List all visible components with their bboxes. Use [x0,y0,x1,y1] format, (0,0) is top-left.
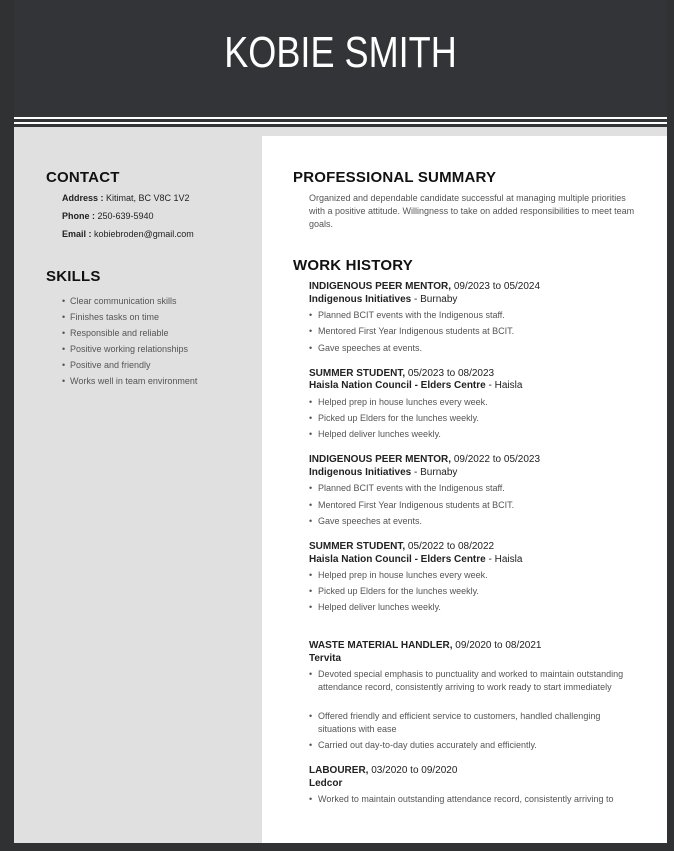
job-title-line [309,541,494,552]
job-bullet: • Planned BCIT events with the Indigenous staff. [309,483,505,493]
resume-page [14,0,667,843]
job-org: Haisla Nation Council - Elders Centre [309,554,486,565]
job-bullet: • Helped prep in house lunches every week. [309,570,488,580]
job-title: INDIGENOUS PEER MENTOR, [309,281,452,292]
phone-label: Phone : [62,211,95,221]
summary-text: Organized and dependable candidate successful at managing multiple priorities with a positive attitude. Willingness to take on added responsibilities to meet team goals. [309,193,635,229]
job-title-line [309,454,540,465]
job-bullet: • Planned BCIT events with the Indigenous staff. [309,310,505,320]
job-title-line [309,281,540,292]
job-title: INDIGENOUS PEER MENTOR, [309,454,452,465]
job-title: LABOURER, [309,765,369,776]
job-location: - Burnaby [414,294,458,305]
job-location: - Haisla [488,380,523,391]
job-bullet: • Carried out day-to-day duties accurately and efficiently. [309,740,537,750]
skills-heading: SKILLS [46,268,101,285]
contact-address [62,193,190,203]
job-bullet: • Picked up Elders for the lunches weekly. [309,413,479,423]
job-title: WASTE MATERIAL HANDLER, [309,640,453,651]
job-bullet: • Mentored First Year Indigenous students at BCIT. [309,500,515,510]
job-location: - Burnaby [414,467,458,478]
contact-email [62,229,194,239]
phone-value[interactable]: 250-639-5940 [97,211,154,221]
job-dates: 09/2023 to 05/2024 [453,281,541,292]
skill-item: • Works well in team environment [62,376,198,386]
skill-item: • Clear communication skills [62,296,177,306]
email-value[interactable]: kobiebroden@gmail.com [94,229,194,239]
job-bullet: • Devoted special emphasis to punctuality and worked to maintain outstanding attendance record, consistently arriving to work ready to start immediately [309,669,624,692]
job-org: Haisla Nation Council - Elders Centre [309,380,486,391]
job-bullet: • Helped deliver lunches weekly. [309,602,441,612]
job-org: Ledcor [309,778,343,789]
job-bullet: • Worked to maintain outstanding attendance record, consistently arriving to [309,794,614,804]
address-value: Kitimat, BC V8C 1V2 [106,193,190,203]
candidate-name: KOBIE SMITH [224,28,457,77]
skill-item: • Positive and friendly [62,360,151,370]
job-bullet: • Gave speeches at events. [309,343,423,353]
job-bullet: • Offered friendly and efficient service to customers, handled challenging situations with ease [309,711,601,734]
skill-item: • Positive working relationships [62,344,189,354]
job-title-line [309,765,457,776]
work-history-heading: WORK HISTORY [293,257,413,274]
job-org-line [309,778,342,789]
job-dates: 05/2022 to 08/2022 [407,541,495,552]
summary-heading: PROFESSIONAL SUMMARY [293,169,497,186]
job-dates: 09/2022 to 05/2023 [453,454,541,465]
job-org: Indigenous Initiatives [309,294,412,305]
job-bullet: • Picked up Elders for the lunches weekly. [309,586,479,596]
job-title: SUMMER STUDENT, [309,368,406,379]
job-org: Tervita [309,653,342,664]
job-location: - Haisla [488,554,523,565]
job-dates: 05/2023 to 08/2023 [407,368,495,379]
job-org-line [309,380,522,391]
header-rule-top [14,119,667,122]
top-grey-strip [262,127,667,136]
job-org-line [309,294,457,305]
job-org-line [309,653,341,664]
job-title-line [309,368,494,379]
skill-item: • Finishes tasks on time [62,312,160,322]
job-dates: 03/2020 to 09/2020 [371,765,458,776]
contact-phone [62,211,154,221]
job-org: Indigenous Initiatives [309,467,412,478]
contact-heading: CONTACT [46,169,120,186]
skill-item: • Responsible and reliable [62,328,169,338]
email-label: Email : [62,229,92,239]
job-dates: 09/2020 to 08/2021 [455,640,542,651]
job-bullet: • Mentored First Year Indigenous students at BCIT. [309,326,515,336]
job-title: SUMMER STUDENT, [309,541,406,552]
address-label: Address : [62,193,104,203]
job-org-line [309,467,457,478]
job-org-line [309,554,522,565]
job-bullet: • Helped deliver lunches weekly. [309,429,441,439]
header-banner [14,0,667,117]
job-title-line [309,640,542,651]
job-bullet: • Helped prep in house lunches every week. [309,397,488,407]
job-bullet: • Gave speeches at events. [309,516,423,526]
